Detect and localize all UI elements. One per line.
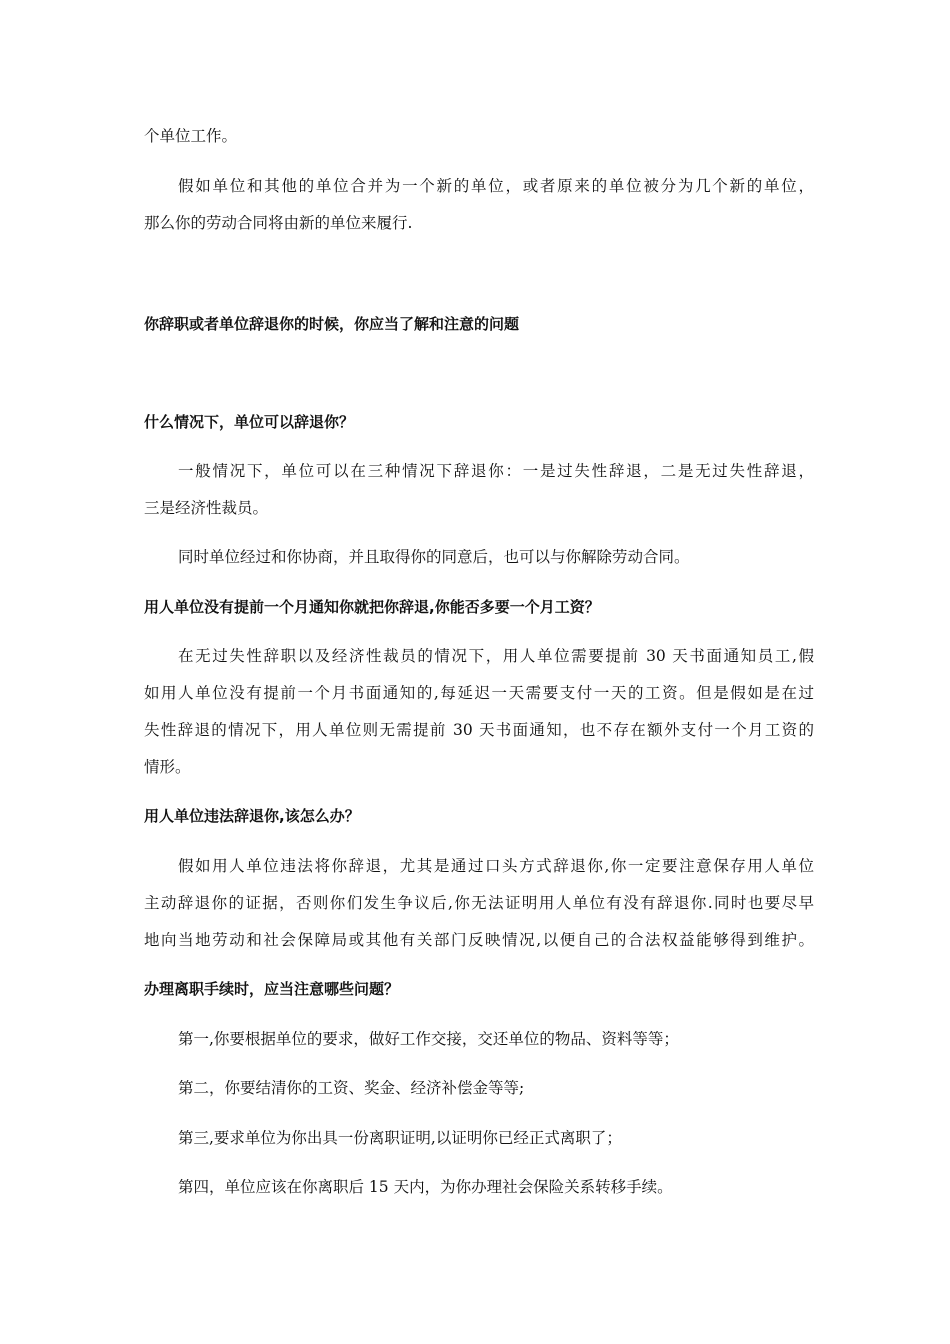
body-text-line: 第二，你要结清你的工资、奖金、经济补偿金等等;	[178, 1079, 525, 1097]
body-text-line: 假如单位和其他的单位合并为一个新的单位，或者原来的单位被分为几个新的单位，	[178, 177, 814, 195]
body-text-line: 第一,你要根据单位的要求，做好工作交接，交还单位的物品、资料等等；	[178, 1030, 679, 1048]
body-text-line: 同时单位经过和你协商，并且取得你的同意后，也可以与你解除劳动合同。	[178, 548, 690, 566]
body-text-line: 第三,要求单位为你出具一份离职证明,以证明你已经正式离职了；	[178, 1129, 622, 1147]
body-text-line: 假如用人单位违法将你辞退，尤其是通过口头方式辞退你,你一定要注意保存用人单位	[178, 857, 814, 875]
question-heading: 什么情况下，单位可以辞退你？	[144, 413, 355, 431]
body-text-line: 情形。	[144, 758, 191, 776]
body-text-line: 个单位工作。	[144, 127, 238, 145]
body-text-line: 第四，单位应该在你离职后 15 天内，为你办理社会保险关系转移手续。	[178, 1178, 673, 1196]
body-text-line: 一般情况下，单位可以在三种情况下辞退你：一是过失性辞退，二是无过失性辞退，	[178, 462, 814, 480]
body-text-line: 失性辞退的情况下，用人单位则无需提前 30 天书面通知，也不存在额外支付一个月工资的	[144, 721, 814, 739]
body-text-line: 主动辞退你的证据，否则你们发生争议后,你无法证明用人单位有没有辞退你.同时也要尽早	[144, 894, 814, 912]
body-text-line: 如用人单位没有提前一个月书面通知的,每延迟一天需要支付一天的工资。但是假如是在过	[144, 684, 814, 702]
question-heading: 用人单位违法辞退你,该怎么办？	[144, 807, 360, 825]
question-heading: 用人单位没有提前一个月通知你就把你辞退,你能否多要一个月工资？	[144, 598, 600, 616]
body-text-line: 地向当地劳动和社会保障局或其他有关部门反映情况,以便自己的合法权益能够得到维护。	[144, 931, 814, 949]
question-heading: 办理离职手续时，应当注意哪些问题？	[144, 980, 400, 998]
body-text-line: 三是经济性裁员。	[144, 499, 269, 517]
body-text-line: 那么你的劳动合同将由新的单位来履行.	[144, 214, 413, 232]
section-heading: 你辞职或者单位辞退你的时候，你应当了解和注意的问题	[144, 315, 520, 333]
body-text-line: 在无过失性辞职以及经济性裁员的情况下，用人单位需要提前 30 天书面通知员工,假	[178, 647, 814, 665]
